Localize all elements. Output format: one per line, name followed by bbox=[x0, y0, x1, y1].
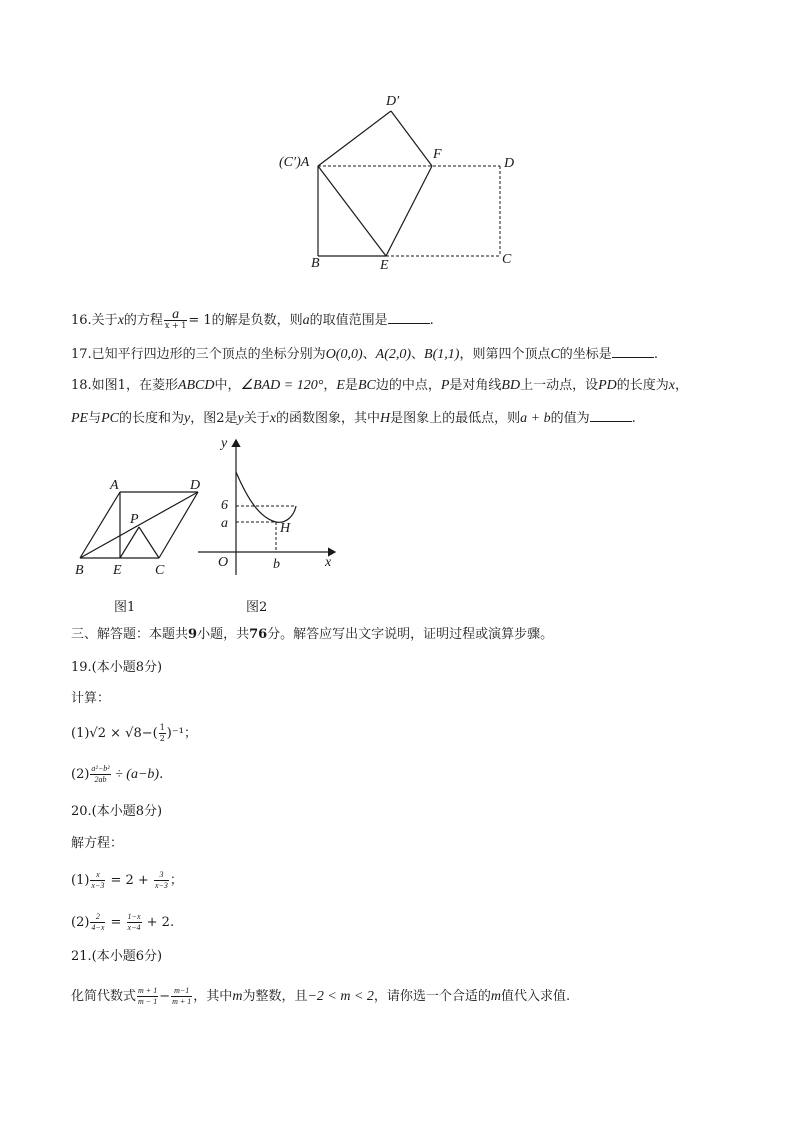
question-18-line1: 18.如图1，在菱形ABCD中，∠BAD = 120°，E是BC边的中点，P是对角线BD上一动点，设PD的长度为x， bbox=[71, 378, 689, 393]
fig1-caption: 图1 bbox=[114, 600, 136, 615]
question-21-head: 21.(本小题6分) bbox=[71, 949, 163, 964]
fig2-caption: 图2 bbox=[246, 600, 268, 615]
question-18-line2: PE与PC的长度和为y，图2是y关于x的函数图象，其中H是图象上的最低点，则a + b的值为 . bbox=[71, 411, 636, 426]
fig1-label-E: E bbox=[113, 563, 122, 578]
label-CprimeA: (C′)A bbox=[279, 155, 310, 170]
label-C: C bbox=[502, 252, 512, 267]
fig2-label-O: O bbox=[218, 555, 229, 570]
answer-blank[interactable] bbox=[388, 311, 430, 324]
figure-1-rhombus bbox=[0, 430, 200, 590]
question-19-part2: (2) $\frac{\text{a²−b²}}{2ab}$ ÷ (a−b). bbox=[71, 764, 164, 784]
fig2-label-b: b bbox=[273, 557, 280, 572]
fig1-label-D: D bbox=[190, 478, 201, 493]
question-19-part1: (1)√2 × √8−( $\frac{1}{2}$ )⁻¹； bbox=[71, 723, 197, 743]
fig2-label-x: x bbox=[325, 555, 332, 570]
figure-fold-rectangle bbox=[0, 0, 794, 300]
seg-D'F bbox=[391, 111, 432, 166]
question-19-head: 19.(本小题8分) bbox=[71, 660, 163, 675]
question-17: 17.已知平行四边形的三个顶点的坐标分别为O(0,0)、A(2,0)、B(1,1)，则第四个顶点C的坐标是 . bbox=[71, 347, 658, 362]
question-16: 16.关于x的方程 $\frac{a}{x + 1}$ = 1的解是负数，则a的取值范围是 . bbox=[71, 307, 434, 330]
fig2-label-y: y bbox=[221, 436, 228, 451]
label-E: E bbox=[380, 258, 389, 273]
question-20-instruction: 解方程： bbox=[71, 836, 124, 851]
answer-blank[interactable] bbox=[612, 345, 654, 358]
seg-AE bbox=[318, 166, 386, 256]
label-F: F bbox=[433, 147, 442, 162]
question-20-head: 20.(本小题8分) bbox=[71, 804, 163, 819]
seg-AD' bbox=[318, 111, 391, 166]
fraction: $\frac{a}{x + 1}$ bbox=[164, 307, 187, 330]
answer-blank[interactable] bbox=[590, 409, 632, 422]
label-B: B bbox=[311, 256, 320, 271]
question-21-body: 化简代数式 $\frac{m + 1}{m - 1}$ − $\frac{m-1}{m + 1}$ ，其中m为整数，且−2 < m < 2，请你选一个合适的m值代入求值. bbox=[71, 986, 571, 1006]
label-Dprime: D′ bbox=[386, 94, 400, 109]
fig1-label-B: B bbox=[75, 563, 84, 578]
section-3-title: 三、解答题：本题共9小题，共76分。解答应写出文字说明，证明过程或演算步骤。 bbox=[71, 627, 554, 642]
fig2-label-H: H bbox=[280, 521, 291, 536]
question-20-part1: (1) $\frac{x}{x-3}$ = 2 + $\frac{3}{x-3}$ ； bbox=[71, 870, 183, 890]
question-20-part2: (2) $\frac{2}{4-x}$ = $\frac{1-x}{x-4}$ + 2. bbox=[71, 912, 175, 932]
fig1-label-P: P bbox=[130, 512, 139, 527]
fig2-label-6: 6 bbox=[221, 498, 228, 513]
fig1-label-C: C bbox=[155, 563, 165, 578]
seg-FE bbox=[386, 166, 432, 256]
fig1-label-A: A bbox=[110, 478, 119, 493]
question-19-instruction: 计算： bbox=[71, 691, 111, 706]
fig2-label-a: a bbox=[221, 516, 228, 531]
label-D: D bbox=[504, 156, 515, 171]
